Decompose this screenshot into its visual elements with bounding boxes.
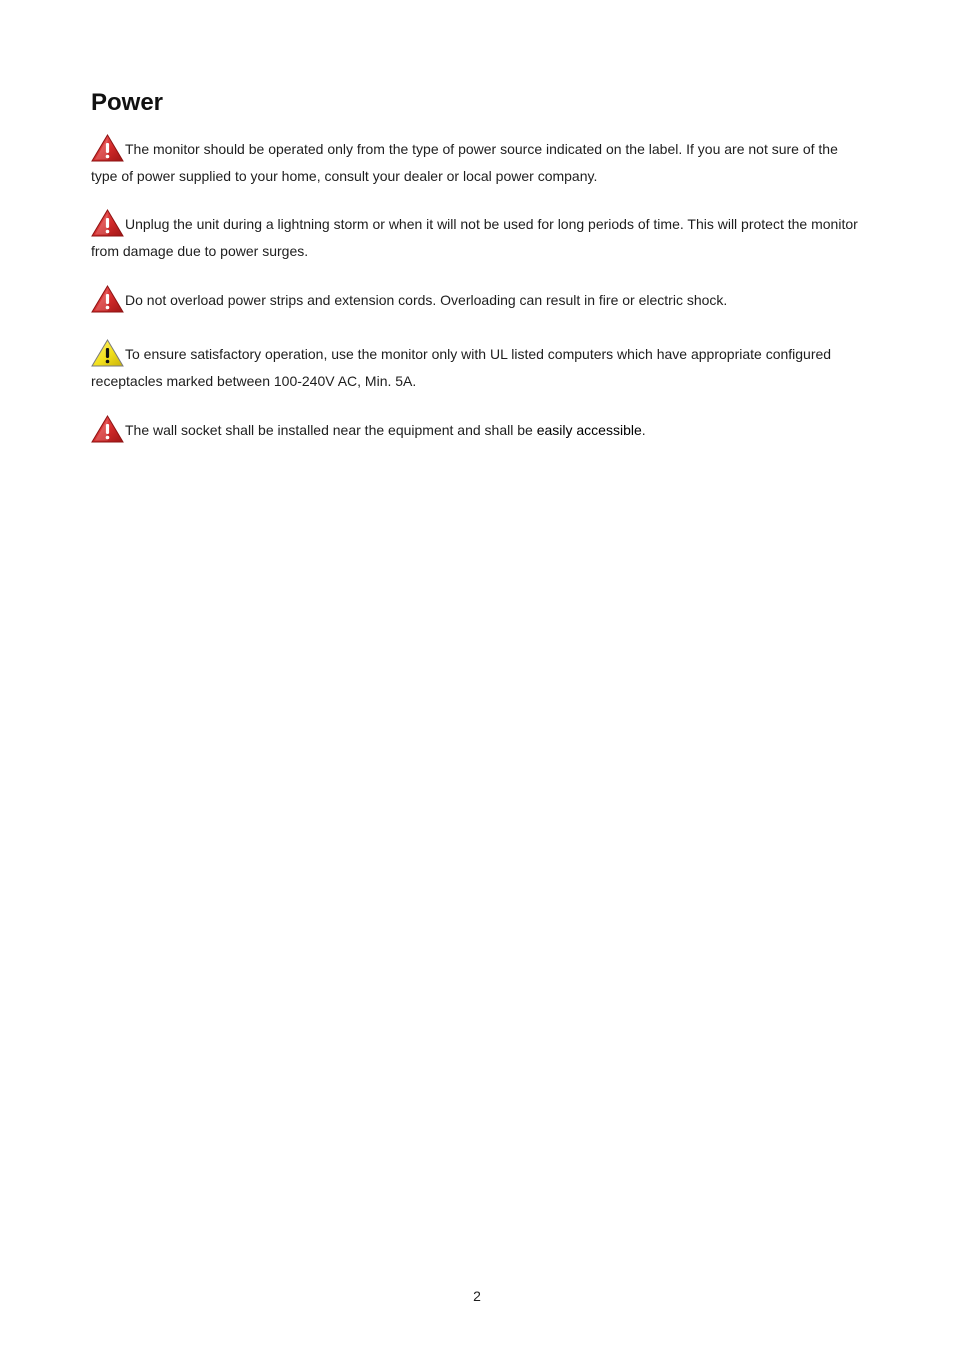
page-number: 2 (473, 1288, 481, 1304)
warning-red-icon (91, 134, 124, 162)
notice-emphasis: easily accessible (536, 422, 642, 438)
notice-lightning-storm: Unplug the unit during a lightning storm or when it will not be used for long periods of time. This will protect the monitor from damage due to power surges. (91, 209, 866, 265)
page-title: Power (91, 89, 164, 116)
notice-wall-socket: The wall socket shall be installed near the equipment and shall be easily accessible. (91, 415, 866, 444)
notice-power-strips: Do not overload power strips and extension cords. Overloading can result in fire or electric shock. (91, 285, 866, 314)
notice-power-source: The monitor should be operated only from the type of power source indicated on the label. If you are not sure of the type of power supplied to your home, consult your dealer or local power company. (91, 134, 866, 190)
warning-red-icon (91, 209, 124, 237)
warning-red-icon (91, 415, 124, 443)
notice-ul-listed: To ensure satisfactory operation, use the monitor only with UL listed computers which have appropriate configured receptacles marked between 100-240V AC, Min. 5A. (91, 339, 866, 395)
caution-yellow-icon (91, 339, 124, 367)
warning-red-icon (91, 285, 124, 313)
